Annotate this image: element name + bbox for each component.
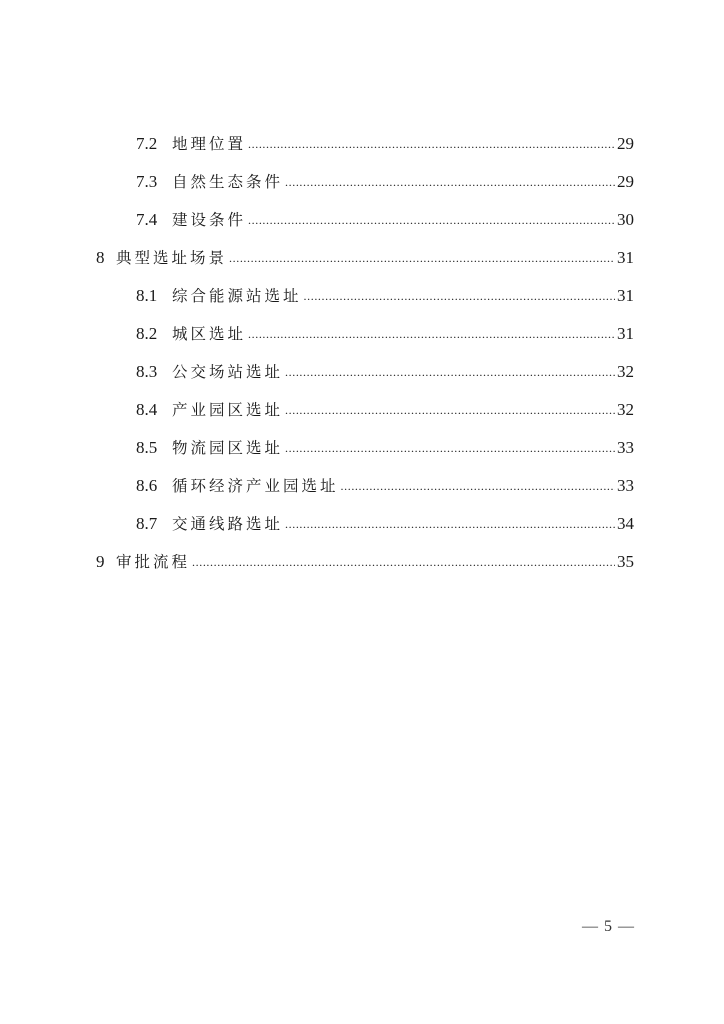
toc-entry-number: 7.3 xyxy=(136,172,158,191)
toc-entry-number: 8.6 xyxy=(136,476,158,495)
toc-entry-title: 审批流程 xyxy=(116,553,191,571)
toc-entry-8-3[interactable] xyxy=(136,360,634,386)
toc-entry-number: 8.7 xyxy=(136,514,158,533)
toc-entry-title: 自然生态条件 xyxy=(172,173,284,191)
toc-dot-leader xyxy=(192,551,615,571)
toc-dot-leader xyxy=(285,361,615,381)
toc-entry-8-2[interactable] xyxy=(136,322,634,348)
toc-entry-page: 30 xyxy=(617,210,634,229)
toc-entry-number: 8.1 xyxy=(136,286,158,305)
toc-dot-leader xyxy=(248,133,615,153)
toc-entry-title: 建设条件 xyxy=(172,211,247,229)
toc-dot-leader xyxy=(285,437,615,457)
toc-entry-title: 交通线路选址 xyxy=(172,515,284,533)
toc-entry-page: 33 xyxy=(617,476,634,495)
toc-entry-8-6[interactable] xyxy=(136,474,634,500)
toc-dot-leader xyxy=(285,513,615,533)
toc-entry-8-5[interactable] xyxy=(136,436,634,462)
toc-entry-number: 8.2 xyxy=(136,324,158,343)
toc-entry-page: 31 xyxy=(617,324,634,343)
toc-entry-title: 产业园区选址 xyxy=(172,401,284,419)
toc-entry-number: 9 xyxy=(96,552,105,571)
toc-dot-leader xyxy=(248,209,615,229)
toc-entry-page: 31 xyxy=(617,248,634,267)
toc-entry-page: 32 xyxy=(617,362,634,381)
toc-entry-8-1[interactable] xyxy=(136,284,634,310)
toc-entry-page: 34 xyxy=(617,514,634,533)
toc-entry-number: 8.4 xyxy=(136,400,158,419)
toc-entry-title: 物流园区选址 xyxy=(172,439,284,457)
toc-entry-9[interactable] xyxy=(96,550,634,576)
toc-entry-8-4[interactable] xyxy=(136,398,634,424)
toc-entry-8[interactable] xyxy=(96,246,634,272)
toc-dot-leader xyxy=(248,323,615,343)
toc-entry-7-2[interactable] xyxy=(136,132,634,158)
toc-entry-number: 7.2 xyxy=(136,134,158,153)
toc-entry-title: 公交场站选址 xyxy=(172,363,284,381)
toc-entry-page: 29 xyxy=(617,134,634,153)
page-number: — 5 — xyxy=(582,918,635,935)
toc-entry-title: 典型选址场景 xyxy=(116,249,228,267)
toc-entry-page: 31 xyxy=(617,286,634,305)
toc-dot-leader xyxy=(229,247,615,267)
toc-entry-number: 8 xyxy=(96,248,105,267)
toc-entry-7-4[interactable] xyxy=(136,208,634,234)
toc-entry-page: 33 xyxy=(617,438,634,457)
toc-dot-leader xyxy=(304,285,615,305)
toc-dot-leader xyxy=(285,399,615,419)
toc-entry-page: 29 xyxy=(617,172,634,191)
toc-entry-title: 地理位置 xyxy=(172,135,247,153)
toc-dot-leader xyxy=(285,171,615,191)
toc-entry-7-3[interactable] xyxy=(136,170,634,196)
toc-entry-number: 8.5 xyxy=(136,438,158,457)
toc-dot-leader xyxy=(341,475,615,495)
toc-entry-number: 8.3 xyxy=(136,362,158,381)
toc-entry-number: 7.4 xyxy=(136,210,158,229)
toc-entry-8-7[interactable] xyxy=(136,512,634,538)
toc-entry-page: 32 xyxy=(617,400,634,419)
toc-entry-page: 35 xyxy=(617,552,634,571)
toc-entry-title: 综合能源站选址 xyxy=(172,287,302,305)
toc-entry-title: 城区选址 xyxy=(172,325,247,343)
toc-entry-title: 循环经济产业园选址 xyxy=(172,477,339,495)
